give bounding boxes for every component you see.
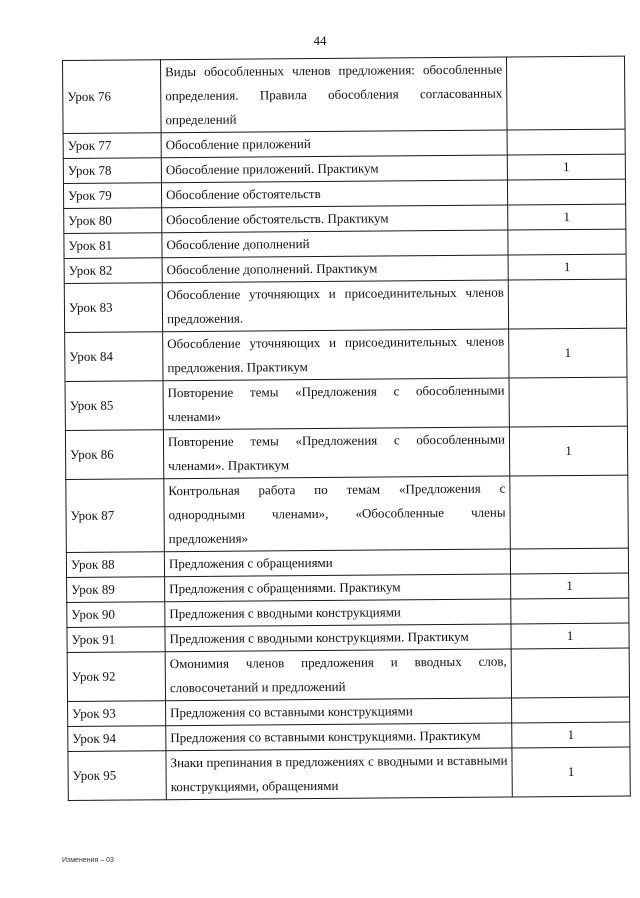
lesson-number-cell: Урок 86 — [65, 430, 163, 480]
revision-footer: Изменения – 03 — [62, 857, 114, 864]
lesson-hours-cell: 1 — [509, 328, 627, 378]
lesson-topic-cell: Предложения с обращениями. Практикум — [165, 574, 511, 602]
lesson-hours-cell — [511, 648, 629, 698]
lesson-topic-cell: Знаки препинания в предложениях с вводными и вставными конструкциями, обращениями — [166, 748, 512, 800]
lesson-hours-cell: 1 — [508, 254, 626, 280]
lesson-hours-cell — [507, 129, 625, 155]
lesson-hours-cell — [510, 475, 629, 549]
lesson-number-cell: Урок 90 — [67, 602, 165, 628]
lesson-number-cell: Урок 81 — [64, 233, 162, 259]
lesson-hours-cell: 1 — [507, 154, 625, 180]
lesson-topic-cell: Обособление дополнений — [162, 230, 508, 258]
lesson-number-cell: Урок 77 — [63, 133, 161, 159]
lesson-topic-cell: Виды обособленных членов предложения: обособленные определения. Правила обособления согласованных определений — [161, 57, 508, 133]
lesson-hours-cell: 1 — [509, 426, 627, 476]
lesson-topic-cell: Обособление обстоятельств. Практикум — [162, 205, 508, 233]
lesson-number-cell: Урок 92 — [67, 652, 165, 702]
lesson-topic-cell: Обособление приложений — [161, 130, 507, 158]
lesson-hours-cell — [511, 598, 629, 624]
lesson-hours-cell — [512, 697, 630, 723]
lesson-number-cell: Урок 80 — [64, 208, 162, 234]
lesson-topic-cell: Контрольная работа по темам «Предложения с однородными членами», «Обособленные члены предложения» — [164, 476, 511, 552]
table-row — [63, 56, 626, 133]
lesson-number-cell: Урок 78 — [63, 158, 161, 184]
lesson-number-cell: Урок 84 — [65, 332, 163, 382]
lesson-topic-cell: Предложения с вводными конструкциями. Практикум — [165, 624, 511, 652]
lesson-topic-cell: Обособление уточняющих и присоединительных членов предложения. — [162, 280, 508, 332]
lesson-hours-cell: 1 — [512, 747, 630, 797]
lesson-hours-cell — [506, 56, 625, 130]
lesson-hours-cell — [510, 548, 628, 574]
lesson-hours-cell — [508, 279, 626, 329]
lesson-hours-cell — [507, 179, 625, 205]
lesson-hours-cell — [508, 229, 626, 255]
lesson-hours-cell: 1 — [508, 204, 626, 230]
lesson-topic-cell: Обособление обстоятельств — [161, 180, 507, 208]
lesson-number-cell: Урок 87 — [66, 479, 165, 553]
lesson-topic-cell: Обособление уточняющих и присоединительных членов предложения. Практикум — [163, 329, 509, 381]
lesson-hours-cell: 1 — [511, 623, 629, 649]
lesson-number-cell: Урок 94 — [68, 726, 166, 752]
lesson-number-cell: Урок 79 — [63, 183, 161, 209]
table-row — [65, 377, 627, 430]
lesson-number-cell: Урок 83 — [64, 283, 162, 333]
lesson-topic-cell: Обособление приложений. Практикум — [161, 155, 507, 183]
lesson-hours-cell: 1 — [511, 573, 629, 599]
page-number: 44 — [313, 33, 327, 48]
lesson-number-cell: Урок 76 — [63, 60, 162, 134]
lesson-number-cell: Урок 88 — [66, 552, 164, 578]
lesson-plan-table — [62, 56, 631, 801]
lesson-number-cell: Урок 82 — [64, 258, 162, 284]
table-row — [68, 747, 630, 800]
table-row — [64, 279, 626, 332]
table-row — [65, 328, 627, 381]
lesson-topic-cell: Омонимия членов предложения и вводных слов, словосочетаний и предложений — [165, 649, 511, 701]
table-row — [66, 475, 629, 552]
lesson-number-cell: Урок 95 — [68, 751, 166, 801]
lesson-number-cell: Урок 89 — [67, 577, 165, 603]
lesson-plan-table-wrapper — [62, 60, 625, 801]
table-row — [67, 648, 629, 701]
lesson-topic-cell: Предложения с обращениями — [164, 549, 510, 577]
lesson-topic-cell: Предложения с вводными конструкциями — [165, 599, 511, 627]
lesson-number-cell: Урок 85 — [65, 381, 163, 431]
lesson-topic-cell: Обособление дополнений. Практикум — [162, 255, 508, 283]
table-row — [65, 426, 627, 479]
lesson-rows — [63, 56, 631, 800]
lesson-topic-cell: Повторение темы «Предложения с обособленными членами». Практикум — [163, 427, 509, 479]
lesson-hours-cell: 1 — [512, 722, 630, 748]
lesson-topic-cell: Предложения со вставными конструкциями. Практикум — [166, 723, 512, 751]
lesson-number-cell: Урок 91 — [67, 627, 165, 653]
lesson-number-cell: Урок 93 — [68, 701, 166, 727]
lesson-topic-cell: Предложения со вставными конструкциями — [166, 698, 512, 726]
lesson-hours-cell — [509, 377, 627, 427]
lesson-topic-cell: Повторение темы «Предложения с обособленными членами» — [163, 378, 509, 430]
